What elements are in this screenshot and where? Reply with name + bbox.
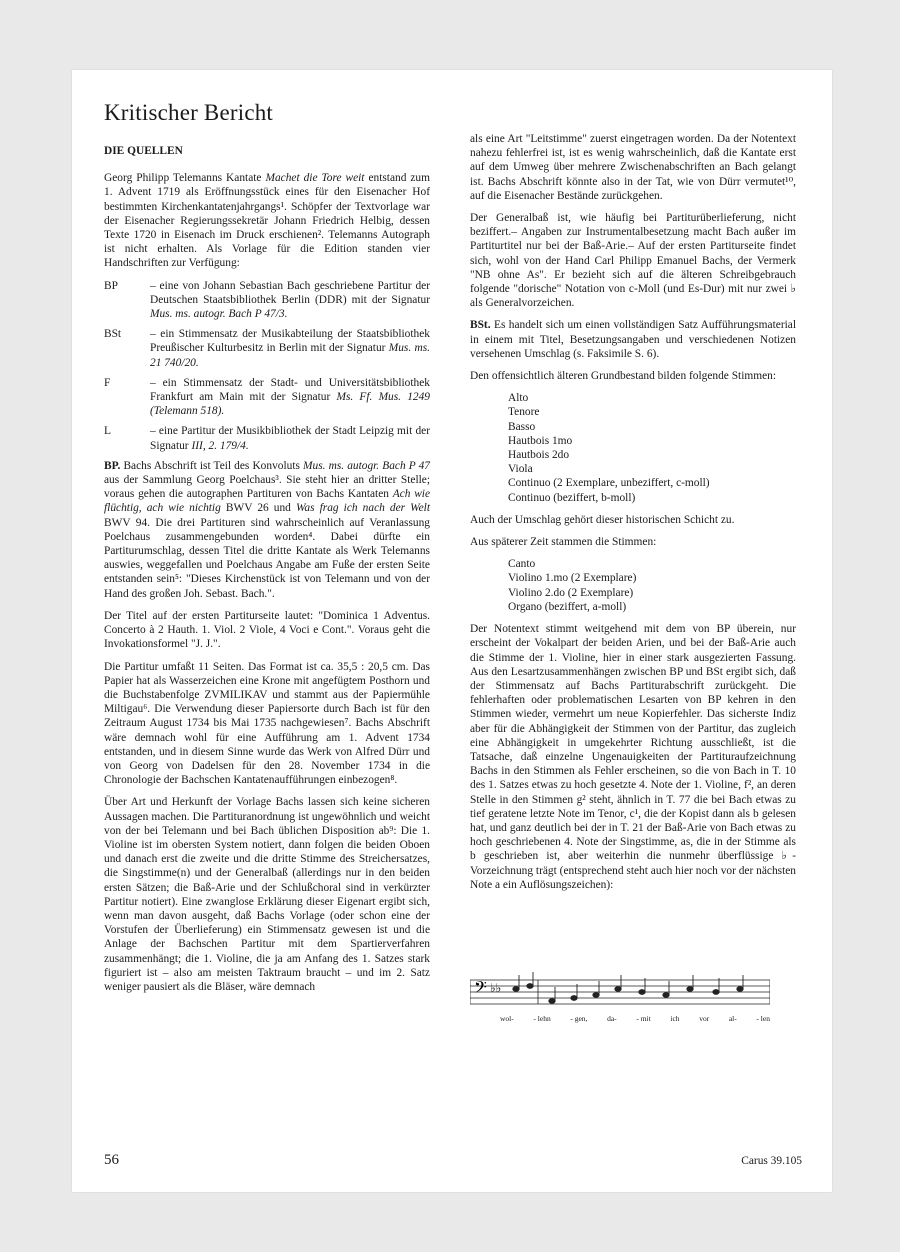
bst-label: BSt. [470, 319, 491, 332]
section-heading: DIE QUELLEN [104, 145, 183, 157]
bass-clef-icon: 𝄢 [474, 977, 487, 1001]
source-description [150, 327, 430, 370]
source-siglum: L [104, 425, 111, 438]
lyric-syllable: vor [699, 1014, 710, 1023]
cantata-title: Machet die Tore weit [265, 172, 365, 185]
source-text: – ein Stimmensatz der Musikabteilung der Staatsbibliothek Preußischer Kulturbesitz in Berlin mit der Signatur [150, 328, 430, 355]
lyric-syllable: - gen, [570, 1014, 588, 1023]
umschlag-paragraph: Auch der Umschlag gehört dieser historischen Schicht zu. [470, 513, 735, 526]
source-signature: III, 2. 179/4. [191, 439, 249, 452]
source-entry-bst [104, 327, 430, 370]
lyric-syllable: ich [670, 1014, 680, 1023]
source-signature: Mus. ms. autogr. Bach P 47/3. [150, 308, 288, 321]
bp-paragraph [104, 459, 430, 601]
document-page [72, 70, 832, 1192]
music-lyrics [500, 1014, 770, 1023]
right-column [470, 132, 796, 900]
generalbass-paragraph: Der Generalbaß ist, wie häufig bei Partiturüberlieferung, nicht beziffert.– Angaben zur Instrumentalbesetzung macht Bach außer im Partiturtitel nur bei der Baß-Arie.– Auf der ersten Partiturseite findet sich, wohl von der Hand Carl Philipp Emanuel Bachs, der Vermerk "NB ohne As". Er bezieht sich auf die älteren Schreibgebrauch folgende "dorische" Notation von c-Moll (und Es-Dur) mit nur zwei ♭ als Generalvorzeichen. [470, 212, 796, 310]
bp-text-3: BWV 26 und [220, 502, 296, 515]
lyric-syllable: - len [756, 1014, 770, 1023]
bp-text-1: Bachs Abschrift ist Teil des Konvoluts [120, 459, 304, 472]
lyric-syllable: wol- [500, 1014, 514, 1023]
source-siglum: BSt [104, 328, 122, 341]
bst-text: Es handelt sich um einen vollständigen Satz Aufführungsmaterial in einem mit Titel, Besetzungsangaben und verschiedenen Notizen versehenen Umschlag (s. Faksimile S. 6). [470, 319, 796, 360]
bp-label: BP. [104, 459, 121, 472]
list-item: Violino 2.do (2 Exemplare) [508, 586, 634, 599]
title-paragraph: Der Titel auf der ersten Partiturseite lautet: "Dominica 1 Adventus. Concerto à 2 Hauth. 1. Viol. 2 Viole, 4 Voci e Cont.". Voraus geht die Invokationsformel "J. J.". [104, 609, 430, 651]
list-item: Violino 1.mo (2 Exemplare) [508, 572, 637, 585]
intro-paragraph [104, 171, 430, 270]
notes [513, 972, 743, 1003]
source-description [150, 424, 430, 452]
list-item: Viola [508, 463, 533, 476]
voice-list-late [470, 557, 796, 614]
notentext-paragraph: Der Notentext stimmt weitgehend mit dem von BP überein, nur erscheint der Vokalpart der beiden Arien, und bei der Baß-Arie auch die Stimme der 1. Violine, hier in einer stark ausgezierten Fassung. Aus den Lesartzusammenhängen zwischen BP und BSt ergibt sich, daß der Stimmensatz auf Bachs Partiturabschrift zurückgeht. Die fehlerhaften oder problematischen Lesarten von BP kehren in den Stimmen wieder, vermehrt um neue Kopierfehler. Das sicherste Indiz aber für die Abhängigkeit der Stimmen von der Partitur, das zugleich eine Abhängigkeit in umgekehrter Richtung ausschließt, ist die Tatsache, daß einzelne Ungenauigkeiten der Partituraufzeichnung Bachs in den Stimmen als Fehler erscheinen, so die von Bach in T. 10 des 1. Satzes etwas zu hoch gesetzte 4. Note der 1. Violine, f², an deren Stelle in den Stimmen g² steht, ähnlich in T. 77 die bei Bach etwas zu tief geratene letzte Note im Tenor, c¹, die der Kopist dann als b gelesen hat, und ganz deutlich bei der in T. 21 der Baß-Arie von Bach etwas zu hoch geschriebenen 4. Note der Singstimme, as, die in der Stimme als b geschrieben ist, aber weiterhin die nunmehr überflüssige ♭-Vorzeichnung trägt (entsprechend steht auch hier noch vor der nächsten Note a ein Auflösungszeichen): [470, 623, 796, 891]
list-item: Alto [508, 392, 529, 405]
source-description [150, 279, 430, 322]
vorlage-paragraph: Über Art und Herkunft der Vorlage Bachs lassen sich keine sicheren Aussagen machen. Die Partituranordnung ist ungewöhnlich und weicht von der bei Telemann und bei Bach üblichen Disposition ab⁹: Die 1. Violine ist im obersten System notiert, dann folgen die beiden Oboen und danach erst die zweite und die dritte Stimme des Streichersatzes, die Singstimme(n) und der Generalbaß (allerdings nur in den beiden ersten Sätzen; die Baß-Arie und der Schlußchoral sind in verkürzter Partitur notiert). Eine zwanglose Erklärung dieser Eigenart ergibt sich, wenn man davon ausgeht, daß Bachs Vorlage (oder schon eine der Vorstufen der Überlieferung) ein Stimmensatz gewesen ist und die Anlage der Bachschen Partitur mit dem Spartierverfahren zusammenhängt; die 1. Violine, die ja am Anfang des 1. Satzes stark figuriert ist – also am meisten Taktraum braucht – und im 2. Satz weniger pausiert als die Bläser, wäre demnach [104, 796, 430, 993]
bp-work-title-1: Ach wie flüchtig, ach wie nichtig [104, 488, 431, 515]
source-signature: Ms. Ff. Mus. 1249 (Telemann 518). [150, 391, 431, 418]
bp-text-4: BWV 94. Die drei Partituren sind wahrscheinlich auf Veranlassung Poelchaus zusammengebunden worden⁴. Dabei dürfte ein Partiturumschlag, dessen Titel die dritte Kantate als Werk Telemanns auswies, weggefallen und Poelchaus Angabe am Fuße der ersten Seite entstanden sein⁵: "Dieses Kirchenstück ist von Telemann und von der Hand des großen Joh. Sebast. Bach.". [104, 516, 430, 600]
music-staff-svg [470, 966, 770, 1014]
flat-icon: ♭♭ [490, 981, 502, 995]
lyric-syllable: - lehn [533, 1014, 551, 1023]
staff-lines [470, 980, 770, 1004]
catalog-number: Carus 39.105 [741, 1155, 802, 1167]
bp-text-2: aus der Sammlung Georg Poelchaus³. Sie steht hier an dritter Stelle; voraus gehen die autographen Partituren von Bachs Kantaten [104, 474, 430, 501]
page-title: Kritischer Bericht [104, 100, 274, 125]
source-text: – ein Stimmensatz der Stadt- und Universitätsbibliothek Frankfurt am Main mit der Signatur [150, 376, 430, 404]
source-text: – eine Partitur der Musikbibliothek der Stadt Leipzig mit der Signatur [150, 425, 430, 452]
intro-text-a: Georg Philipp Telemanns Kantate [104, 172, 266, 185]
list-item: Organo (beziffert, a-moll) [508, 600, 627, 613]
continuation-paragraph: als eine Art "Leitstimme" zuerst eingetragen worden. Da der Notentext nahezu fehlerfrei ist, ist es wenig wahrscheinlich, daß die Kantate erst auf dem Umweg über mehrere Zwischenabschriften an Bach gelangt ist. Bachs Abschrift könnte also in der Tat, wie von Dürr vermutet¹⁰, auf die Eisenacher Bestände zurückgehen. [470, 133, 796, 202]
list-item: Canto [508, 558, 536, 571]
bp-work-title-2: Was frag ich nach der Welt [295, 502, 430, 515]
page-number: 56 [104, 1152, 119, 1168]
source-text: – eine von Johann Sebastian Bach geschriebene Partitur der Deutschen Staatsbibliothek Berlin (DDR) mit der Signatur [150, 279, 430, 306]
list-item: Basso [508, 420, 536, 433]
list-item: Continuo (2 Exemplare, unbeziffert, c-moll) [508, 477, 710, 490]
left-column [104, 144, 430, 1002]
format-paragraph: Die Partitur umfaßt 11 Seiten. Das Format ist ca. 35,5 : 20,5 cm. Das Papier hat als Wasserzeichen eine Krone mit angefügtem Posthorn und die Buchstabenfolge ZVMILIKAV und stammt aus der Papiermühle Miltigau⁶. Die Verwendung dieser Papiersorte durch Bach ist für den Zeitraum August 1734 bis Mai 1735 nachgewiesen⁷. Bachs Abschrift wäre demnach wohl für eine Aufführung am 1. Advent 1734 entstanden, und in diesem Sinne wurde das Werk von Alfred Dürr und von Georg von Dadelsen für den 28. November 1734 in die Chronologie der Bachschen Kantatenaufführungen einbezogen⁸. [104, 660, 430, 787]
list-item: Hautbois 1mo [508, 434, 573, 447]
grundbestand-paragraph: Den offensichtlich älteren Grundbestand bilden folgende Stimmen: [470, 370, 776, 383]
intro-text-b: entstand zum 1. Advent 1719 als Eröffnungsstück eines für den Eisenacher Hof bestimmten Kirchenkantatenjahrgangs¹. Schöpfer der Textvorlage war der Eisenacher Regierungssekretär Johann Friedrich Helbig, dessen Texte 1720 in Eisenach im Druck erschienen². Telemanns Autograph ist nicht erhalten. Als Vorlage für die Edition standen vier Handschriften zur Verfügung: [104, 172, 430, 270]
source-signature: Mus. ms. 21 740/20. [150, 342, 430, 369]
voice-list-early [470, 391, 796, 505]
list-item: Tenore [508, 406, 540, 419]
lyric-syllable: da- [607, 1014, 617, 1023]
source-siglum: BP [104, 279, 118, 292]
bp-signature: Mus. ms. autogr. Bach P 47 [303, 459, 430, 472]
spaeter-paragraph: Aus späterer Zeit stammen die Stimmen: [470, 536, 657, 549]
list-item: Hautbois 2do [508, 449, 570, 462]
source-entry-f [104, 376, 430, 419]
source-entry-bp [104, 279, 430, 322]
lyric-syllable: al- [728, 1014, 737, 1023]
source-siglum: F [104, 376, 111, 389]
source-entry-l [104, 424, 430, 452]
lyric-syllable: - mit [636, 1014, 651, 1023]
list-item: Continuo (beziffert, b-moll) [508, 491, 636, 504]
source-description [150, 376, 430, 419]
bst-paragraph [470, 318, 796, 361]
